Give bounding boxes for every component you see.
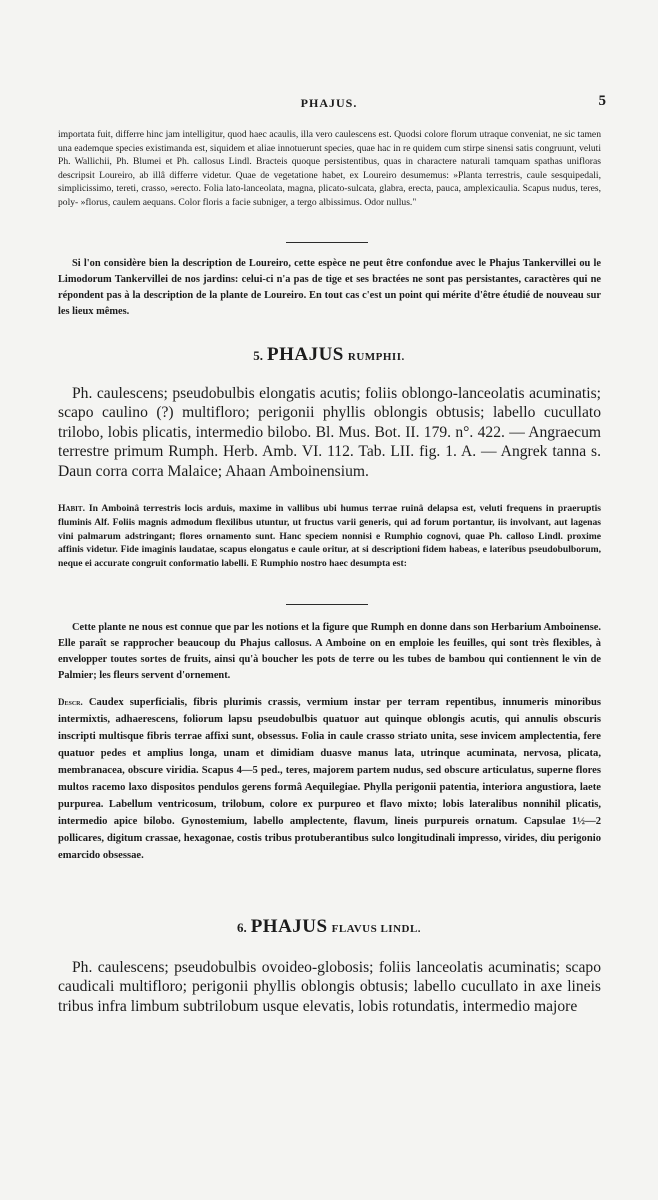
paragraph-french-note-text: Si l'on considère bien la description de Loureiro, cette espèce ne peut être confondue avec le Phajus Tankervillei ou le Limodorum Tankervillei de nos jardins: celui-ci n'a pas de tige et ses bractées ne sont pas persistantes, caractères qui ne répondent pas à la description de la plante de Loureiro. En tout cas c'est un point qui mérite d'être étudié de nouveau sur les lieux mêmes. [58,258,601,317]
habitat-label: Habit. [58,503,85,514]
paragraph-french-rumph [58,620,601,684]
paragraph-latin-intro-text: importata fuit, differre hinc jam intelligitur, quod haec acaulis, illa vero caulescens est. Quodsi colore florum utraque conveniat, ne sic tamen una eademque species existimanda est, siquidem et aliae innotuerunt species, quae hac in re quidem cum stirpe sinensi satis congruunt, veluti Ph. Wallichii, Ph. Blumei et Ph. callosus Lindl. Bracteis quoque persistentibus, quas in charactere naturali tamquam spathas unifloras descripsit Loureiro, ab illâ differre videtur. Quae de vegetatione habet, ex Loureiro desumemus: »Planta terrestris, caule sesquipedali, simplicissimo, tereti, crasso, »erecto. Folia lato-lanceolata, magna, plicato-sulcata, glabra, erecta, pauca, amplexicaulia. Scapus nudus, teres, poly- »florus, caulem aequans. Color floris a facie subniger, a tergo albissimus. Odor nullus." [58,129,601,208]
species-diagnosis-5 [58,384,601,481]
species-heading-5 [0,344,658,366]
species-heading-6 [0,916,658,938]
habitat-text: In Amboinâ terrestris locis arduis, maxime in vallibus ubi humus terrae ruinâ delapsa est, veluti frequens in praeruptis fluminis Alf. Foliis magnis admodum flexilibus utuntur, ut fructus varii generis, qui ad forum portantur, iis involvant, aut lagenas vini palmarum adstringant; flores ornamento sunt. Hanc speciem nonnisi e Rumphio cognovi, quae Ph. calloso Lindl. proxime affinis videtur. Fide imaginis laudatae, scapus elongatus e caule oritur, at si descriptioni fidem habeas, e lateribus pseudobulborum, neque ei accurate congruit conformatio labelli. E Rumphio nostro haec desumpta est: [58,503,601,570]
species-diagnosis-6 [58,958,601,1016]
divider-rule [286,242,368,243]
species-number: 5. [253,348,263,363]
species-diagnosis-5-text: Ph. caulescens; pseudobulbis elongatis acutis; foliis oblongo-lanceolatis acuminatis; scapo caulino (?) multifloro; perigonii phyllis oblongis obtusis; labello cucullato trilobo, lobis plicatis, intermedio bilobo. Bl. Mus. Bot. II. 179. n°. 422. — Angraecum terrestre primum Rumph. Herb. Amb. VI. 112. Tab. LII. fig. 1. A. — Angrek tanna s. Daun corra corra Malaice; Ahaan Amboinensium. [58,385,601,480]
description-text: Caudex superficialis, fibris plurimis crassis, vermium instar per terram repentibus, innumeris minoribus intermixtis, adhaerescens, foliorum lapsu pseudobulbis quatuor aut quinque oblongis acutis, qui annulis obscuris inscripti multisque fibris terrae affixi sunt, obsessus. Folia in caule crasso striato unita, sese invicem amplectentia, fere quatuor pedes et amplius longa, unam et dimidiam duasve manus lata, utrinque acuminata, nervosa, plicata, membranacea, obscure viridia. Scapus 4—5 ped., teres, majorem partem nudus, sed obscure articulatus, superne flores multos racemo laxo dispositos pendulos gerens formâ Aequilegiae. Phylla perigonii patentia, interiora angustiora, laete purpurea. Labellum ventricosum, trilobum, colore ex purpureo et flavo mixto; lobis lateralibus nonnihil plicatis, intermedio apice bilobo. Gynostemium, labello amplectente, flavum, lineis purpureis ornatum. Capsulae 1½—2 pollicares, digitum crassae, hexagonae, costis tribus protuberantibus sulco longitudinali impresso, virides, diu perigonio emarcido obsessae. [58,697,602,861]
species-diagnosis-6-text: Ph. caulescens; pseudobulbis ovoideo-globosis; foliis lanceolatis acuminatis; scapo caudicali multifloro; perigonii phyllis oblongis obtusis; labello cucullato in axe lineis tribus infra limbum subtrilobum usque elevatis, lobis rotundatis, intermedio majore [58,959,601,1015]
description-label: Descr. [58,697,83,707]
species-genus-6: PHAJUS [250,916,328,937]
species-number-6: 6. [236,920,247,935]
species-genus: PHAJUS [266,344,344,365]
habitat-paragraph [58,502,601,571]
paragraph-french-note [58,256,601,320]
divider-rule-2 [286,604,368,605]
species-epithet-6: FLAVUS LINDL. [331,923,422,935]
running-title: PHAJUS. [300,96,358,110]
page-number: 5 [598,93,606,109]
description-paragraph [58,694,601,864]
paragraph-french-rumph-text: Cette plante ne nous est connue que par les notions et la figure que Rumph en donne dans son Herbarium Amboinense. Elle paraît se rapprocher beaucoup du Phajus callosus. A Amboine on en emploie les feuilles, qui sont très flexibles, à envelopper toutes sortes de fruits, ainsi qu'à boucher les pots de terre ou les tubes de bambou qui contiennent le vin de Palmier; les fleurs servent d'ornement. [58,622,601,681]
species-epithet: RUMPHII. [347,351,405,363]
paragraph-latin-intro [58,128,601,210]
